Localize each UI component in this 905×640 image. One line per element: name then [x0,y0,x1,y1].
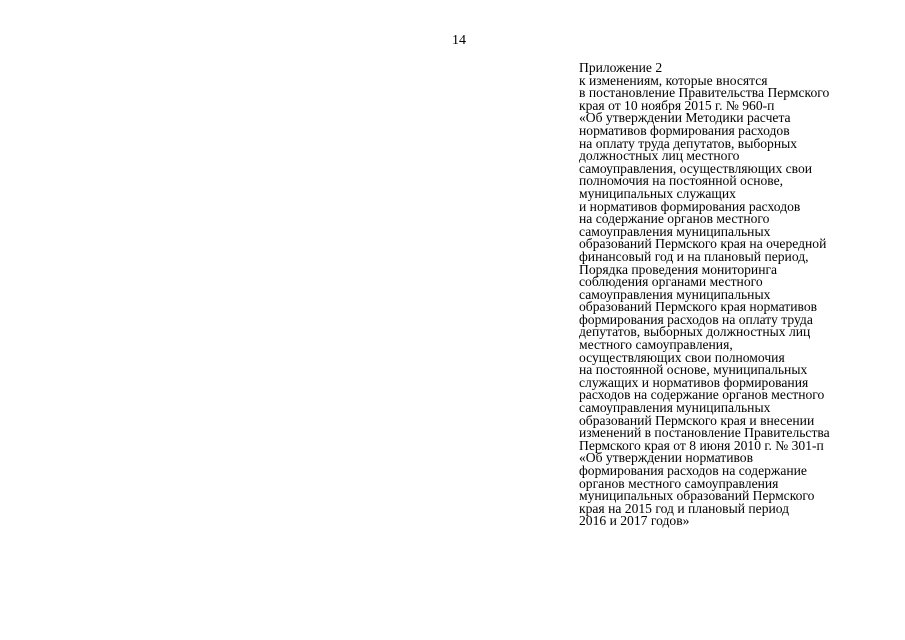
appendix-line: расходов на содержание органов местного [579,387,825,403]
appendix-line: нормативов формирования расходов [579,122,790,138]
appendix-line: на оплату труда депутатов, выборных [579,135,798,151]
appendix-line: самоуправления муниципальных [579,400,771,416]
appendix-line: осуществляющих свои полномочия [579,349,785,365]
appendix-line: в постановление Правительства Пермского [579,85,830,101]
appendix-line: самоуправления, осуществляющих свои [579,160,813,176]
appendix-line: полномочия на постоянной основе, [579,173,784,189]
appendix-line: к изменениям, которые вносятся [579,72,768,88]
appendix-line: самоуправления муниципальных [579,286,771,302]
appendix-line: «Об утверждении Методики расчета [579,110,791,126]
appendix-line: образований Пермского края на очередной [579,236,827,252]
appendix-line: местного самоуправления, [579,337,733,353]
appendix-line: служащих и нормативов формирования [579,374,809,390]
appendix-line: на содержание органов местного [579,211,770,227]
appendix-line: формирования расходов на оплату труда [579,311,813,327]
appendix-line: должностных лиц местного [579,148,740,164]
appendix-title-line: Приложение 2 [579,60,663,75]
appendix-header-block [579,62,879,528]
appendix-line: депутатов, выборных должностных лиц [579,324,811,340]
appendix-line: края от 10 ноября 2015 г. № 960-п [579,97,775,113]
appendix-line: финансовый год и на плановый период, [579,248,809,264]
appendix-line: Пермского края от 8 июня 2010 г. № 301-п [579,437,824,453]
appendix-line: Порядка проведения мониторинга [579,261,778,277]
appendix-line: изменений в постановление Правительства [579,425,830,441]
appendix-line: самоуправления муниципальных [579,223,771,239]
appendix-line: муниципальных образований Пермского [579,488,815,504]
appendix-line: муниципальных служащих [579,185,736,201]
appendix-line: органов местного самоуправления [579,475,779,491]
appendix-line: «Об утверждении нормативов [579,450,754,466]
appendix-line: образований Пермского края и внесении [579,412,815,428]
appendix-line: края на 2015 год и плановый период [579,500,790,516]
appendix-line: 2016 и 2017 годов» [579,513,690,529]
appendix-line: и нормативов формирования расходов [579,198,801,214]
page-number: 14 [452,33,466,48]
appendix-line: на постоянной основе, муниципальных [579,362,808,378]
appendix-line: формирования расходов на содержание [579,463,807,478]
appendix-line: соблюдения органами местного [579,274,763,290]
appendix-line: образований Пермского края нормативов [579,299,818,315]
